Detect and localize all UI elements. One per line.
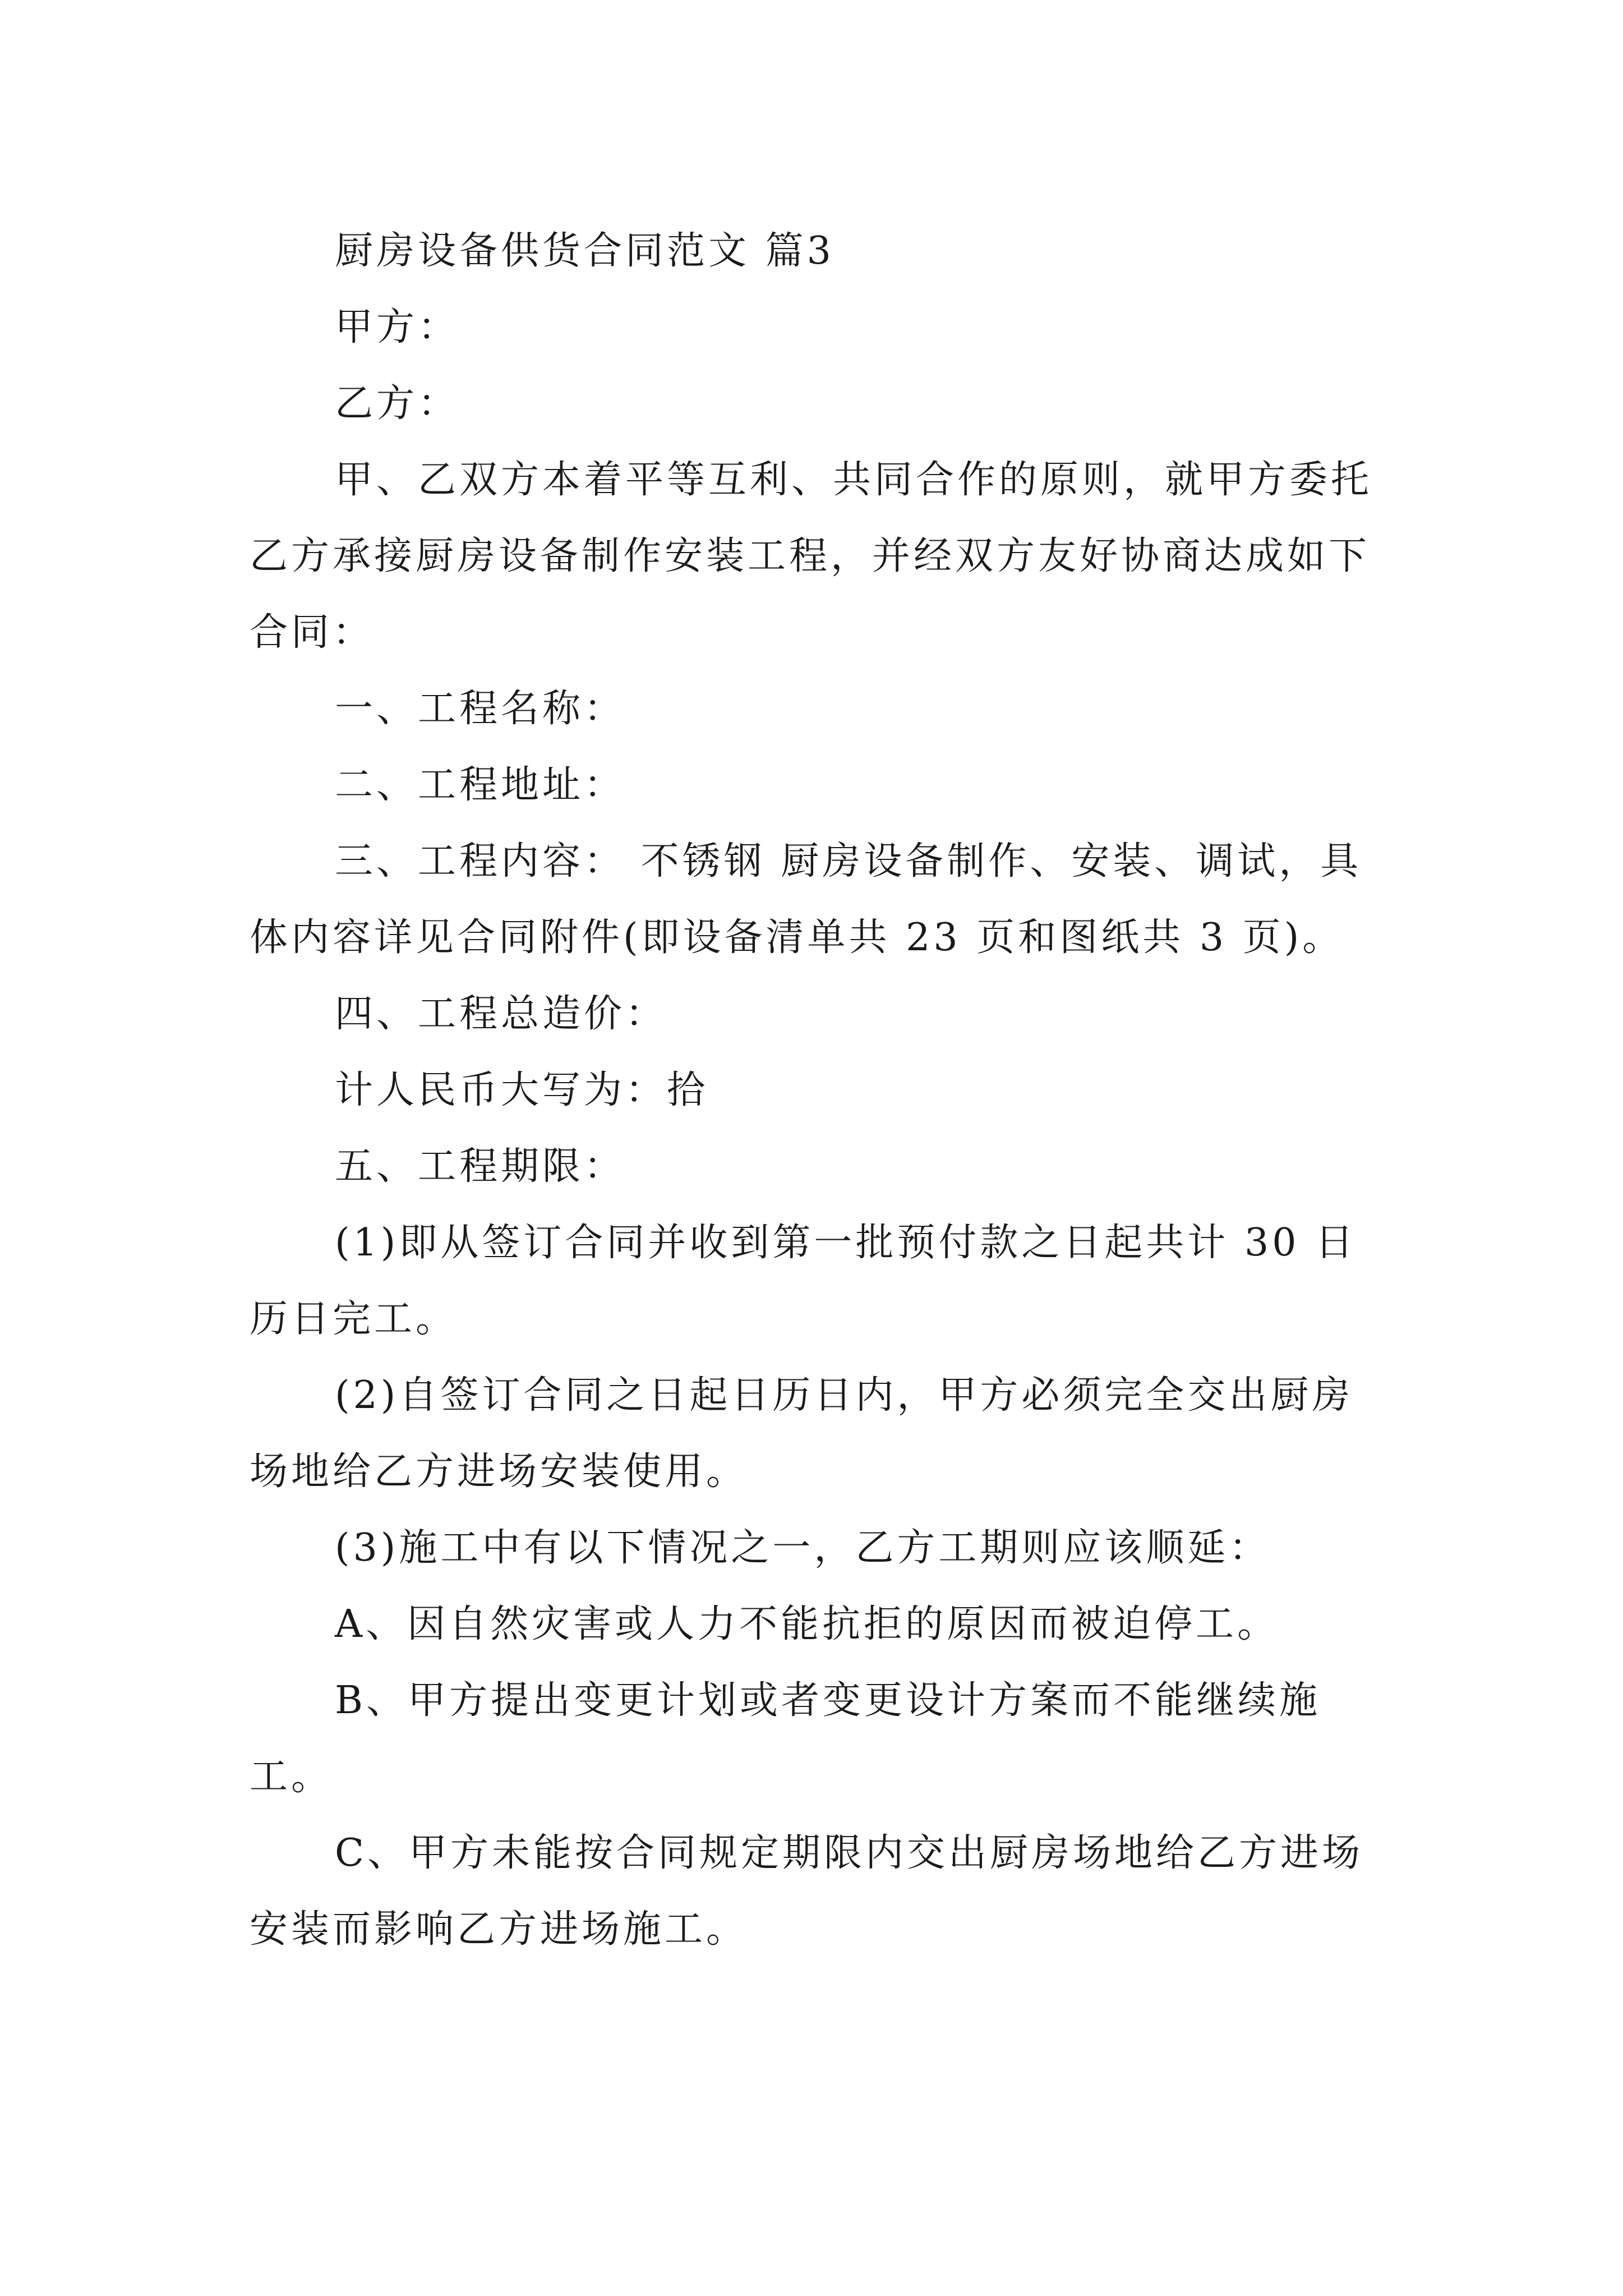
extension-case-c: C、甲方未能按合同规定期限内交出厨房场地给乙方进场安装而影响乙方进场施工。 [250,1831,1364,1952]
preamble-paragraph: 甲、乙双方本着平等互利、共同合作的原则，就甲方委托乙方承接厨房设备制作安装工程，并经双方友好协商达成如下合同： [250,458,1373,655]
period-item-2: (2)自签订合同之日起日历日内，甲方必须完全交出厨房场地给乙方进场安装使用。 [250,1373,1354,1494]
clause-project-name: 一、工程名称： [335,687,626,731]
extension-case-b: B、甲方提出变更计划或者变更设计方案而不能继续施工。 [250,1678,1321,1799]
document-body [250,213,1377,1968]
document-title: 厨房设备供货合同范文 篇3 [335,229,834,273]
clause-total-cost: 四、工程总造价： [335,992,667,1036]
clause-project-content: 三、工程内容： 不锈钢 厨房设备制作、安装、调试，具体内容详见合同附件(即设备清单共 23 页和图纸共 3 页)。 [250,839,1362,960]
clause-project-address: 二、工程地址： [335,763,626,807]
party-a-line: 甲方： [335,305,460,349]
extension-case-a: A、因自然灾害或人力不能抗拒的原因而被迫停工。 [335,1602,1279,1646]
period-item-3: (3)施工中有以下情况之一，乙方工期则应该顺延： [335,1526,1271,1570]
period-item-1: (1)即从签订合同并收到第一批预付款之日起共计 30 日历日完工。 [250,1221,1357,1341]
clause-amount-in-words: 计人民币大写为：拾 [335,1068,709,1112]
party-b-line: 乙方： [335,381,460,426]
clause-project-period: 五、工程期限： [335,1144,626,1189]
